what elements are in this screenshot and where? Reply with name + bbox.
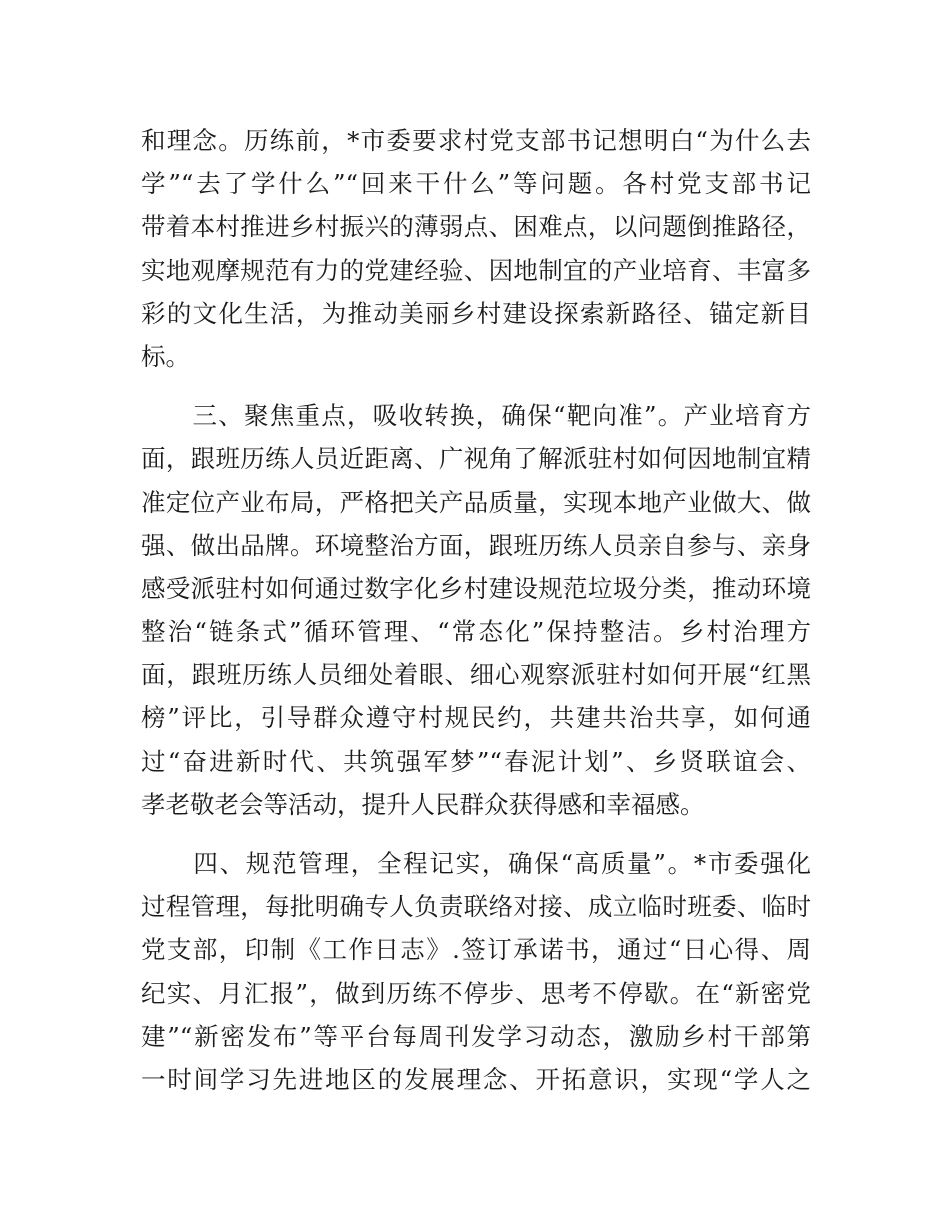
text-line: 感受派驻村如何通过数字化乡村建设规范垃圾分类，推动环境	[141, 573, 811, 603]
text-line: 建”“新密发布”等平台每周刊发学习动态，激励乡村干部第	[141, 1021, 811, 1051]
paragraph-1	[141, 119, 811, 378]
text-line: 面，跟班历练人员细处着眼、细心观察派驻村如何开展“红黑	[141, 660, 811, 690]
text-line: 四、规范管理，全程记实，确保“高质量”。*市委强化	[141, 849, 811, 878]
paragraph-3	[141, 842, 811, 1101]
paragraph-2	[141, 394, 811, 826]
text-line: 强、做出品牌。环境整治方面，跟班历练人员亲自参与、亲身	[141, 530, 811, 560]
text-line: 三、聚焦重点，吸收转换，确保“靶向准”。产业培育方	[141, 401, 811, 431]
text-line: 榜”评比，引导群众遵守村规民约，共建共治共享，如何通	[141, 703, 811, 733]
text-line: 标。	[141, 341, 190, 371]
paragraph-spacer	[141, 826, 811, 842]
text-line: 孝老敬老会等活动，提升人民群众获得感和幸福感。	[141, 789, 705, 819]
text-line: 过程管理，每批明确专人负责联络对接、成立临时班委、临时	[141, 892, 811, 922]
text-line: 准定位产业布局，严格把关产品质量，实现本地产业做大、做	[141, 487, 811, 517]
text-line: 过“奋进新时代、共筑强军梦”“春泥计划”、乡贤联谊会、	[141, 746, 811, 776]
text-line: 学”“去了学什么”“回来干什么”等问题。各村党支部书记	[141, 169, 811, 199]
text-line: 纪实、月汇报”，做到历练不停步、思考不停歇。在“新密党	[141, 978, 811, 1008]
text-line: 带着本村推进乡村振兴的薄弱点、困难点，以问题倒推路径，	[141, 212, 811, 242]
document-body	[141, 119, 811, 1101]
text-line: 和理念。历练前，*市委要求村党支部书记想明白“为什么去	[141, 126, 811, 155]
text-line: 一时间学习先进地区的发展理念、开拓意识，实现“学人之	[141, 1064, 811, 1094]
text-line: 彩的文化生活，为推动美丽乡村建设探索新路径、锚定新目	[141, 298, 811, 328]
paragraph-spacer	[141, 378, 811, 394]
text-line: 面，跟班历练人员近距离、广视角了解派驻村如何因地制宜精	[141, 444, 811, 474]
text-line: 实地观摩规范有力的党建经验、因地制宜的产业培育、丰富多	[141, 255, 811, 285]
text-line: 整治“链条式”循环管理、“常态化”保持整洁。乡村治理方	[141, 617, 811, 647]
text-line: 党支部，印制《工作日志》.签订承诺书，通过“日心得、周	[141, 935, 811, 965]
